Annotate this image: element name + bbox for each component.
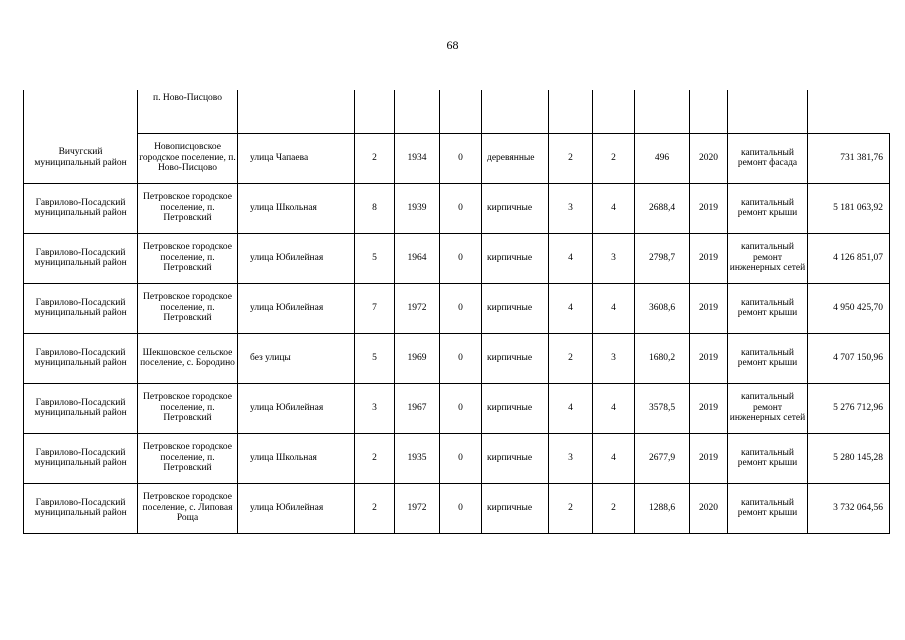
cell-work: капитальный ремонт инженерных сетей: [728, 383, 808, 433]
cell-floors: 4: [549, 383, 593, 433]
cell-zero: [440, 90, 482, 133]
cell-floors: 2: [549, 133, 593, 183]
table-row: [24, 283, 890, 333]
cell-year: 1969: [395, 333, 440, 383]
cell-plan-year: 2019: [690, 183, 728, 233]
cell-area: 3608,6: [635, 283, 690, 333]
cell-house: 5: [355, 233, 395, 283]
table-body: [24, 90, 890, 533]
table-row: [24, 433, 890, 483]
cell-cost: 3 732 064,56: [808, 483, 890, 533]
cell-street: [238, 90, 355, 133]
cell-cost: 4 126 851,07: [808, 233, 890, 283]
cell-area: 2688,4: [635, 183, 690, 233]
cell-area: 496: [635, 133, 690, 183]
cell-plan-year: 2020: [690, 133, 728, 183]
cell-cost: 4 950 425,70: [808, 283, 890, 333]
cell-year: 1935: [395, 433, 440, 483]
cell-settlement: Новописцовское городское поселение, п. Ново-Писцово: [138, 133, 238, 183]
cell-area: 1680,2: [635, 333, 690, 383]
cell-house: 8: [355, 183, 395, 233]
cell-street: улица Чапаева: [238, 133, 355, 183]
cell-area: 2677,9: [635, 433, 690, 483]
cell-house: 2: [355, 133, 395, 183]
cell-settlement: Петровское городское поселение, п. Петровский: [138, 283, 238, 333]
cell-house: 5: [355, 333, 395, 383]
cell-year: 1934: [395, 133, 440, 183]
cell-entrances: 3: [593, 333, 635, 383]
cell-work: капитальный ремонт крыши: [728, 183, 808, 233]
cell-year: 1972: [395, 283, 440, 333]
cell-year: [395, 90, 440, 133]
cell-house: 3: [355, 383, 395, 433]
cell-floors: 2: [549, 483, 593, 533]
cell-zero: 0: [440, 133, 482, 183]
cell-district: Гаврилово-Посадский муниципальный район: [24, 483, 138, 533]
cell-material: деревянные: [482, 133, 549, 183]
cell-floors: 3: [549, 183, 593, 233]
cell-floors: 2: [549, 333, 593, 383]
cell-plan-year: 2019: [690, 383, 728, 433]
cell-street: без улицы: [238, 333, 355, 383]
cell-floors: 4: [549, 283, 593, 333]
cell-house: 2: [355, 483, 395, 533]
cell-year: 1939: [395, 183, 440, 233]
cell-cost: 5 276 712,96: [808, 383, 890, 433]
cell-zero: 0: [440, 183, 482, 233]
cell-district: [24, 90, 138, 133]
cell-entrances: 4: [593, 283, 635, 333]
cell-cost: 731 381,76: [808, 133, 890, 183]
cell-work: капитальный ремонт крыши: [728, 333, 808, 383]
cell-entrances: 4: [593, 433, 635, 483]
cell-street: улица Юбилейная: [238, 233, 355, 283]
cell-zero: 0: [440, 383, 482, 433]
cell-year: 1964: [395, 233, 440, 283]
cell-material: кирпичные: [482, 333, 549, 383]
cell-district: Вичугский муниципальный район: [24, 133, 138, 183]
cell-material: кирпичные: [482, 383, 549, 433]
cell-plan-year: [690, 90, 728, 133]
cell-plan-year: 2019: [690, 433, 728, 483]
cell-settlement: Петровское городское поселение, п. Петровский: [138, 383, 238, 433]
cell-plan-year: 2019: [690, 283, 728, 333]
cell-material: кирпичные: [482, 283, 549, 333]
cell-entrances: [593, 90, 635, 133]
cell-zero: 0: [440, 433, 482, 483]
cell-entrances: 3: [593, 233, 635, 283]
table-row: [24, 333, 890, 383]
cell-street: улица Школьная: [238, 433, 355, 483]
cell-plan-year: 2019: [690, 233, 728, 283]
cell-material: кирпичные: [482, 433, 549, 483]
cell-material: [482, 90, 549, 133]
cell-zero: 0: [440, 333, 482, 383]
cell-street: улица Юбилейная: [238, 383, 355, 433]
cell-street: улица Юбилейная: [238, 483, 355, 533]
table-row: [24, 483, 890, 533]
cell-work: [728, 90, 808, 133]
cell-floors: [549, 90, 593, 133]
table-row: [24, 233, 890, 283]
cell-settlement: Петровское городское поселение, п. Петровский: [138, 233, 238, 283]
cell-cost: 4 707 150,96: [808, 333, 890, 383]
cell-material: кирпичные: [482, 183, 549, 233]
cell-street: улица Юбилейная: [238, 283, 355, 333]
cell-district: Гаврилово-Посадский муниципальный район: [24, 283, 138, 333]
cell-cost: [808, 90, 890, 133]
cell-district: Гаврилово-Посадский муниципальный район: [24, 183, 138, 233]
cell-district: Гаврилово-Посадский муниципальный район: [24, 233, 138, 283]
cell-settlement: Петровское городское поселение, с. Липовая Роща: [138, 483, 238, 533]
cell-district: Гаврилово-Посадский муниципальный район: [24, 433, 138, 483]
cell-work: капитальный ремонт инженерных сетей: [728, 233, 808, 283]
cell-area: 1288,6: [635, 483, 690, 533]
cell-zero: 0: [440, 233, 482, 283]
cell-material: кирпичные: [482, 483, 549, 533]
cell-entrances: 2: [593, 133, 635, 183]
cell-district: Гаврилово-Посадский муниципальный район: [24, 383, 138, 433]
cell-settlement: Петровское городское поселение, п. Петровский: [138, 183, 238, 233]
cell-year: 1972: [395, 483, 440, 533]
cell-material: кирпичные: [482, 233, 549, 283]
cell-entrances: 2: [593, 483, 635, 533]
cell-work: капитальный ремонт крыши: [728, 433, 808, 483]
cell-entrances: 4: [593, 183, 635, 233]
cell-work: капитальный ремонт крыши: [728, 283, 808, 333]
cell-area: [635, 90, 690, 133]
cell-zero: 0: [440, 483, 482, 533]
table-row: [24, 133, 890, 183]
cell-work: капитальный ремонт крыши: [728, 483, 808, 533]
cell-work: капитальный ремонт фасада: [728, 133, 808, 183]
cell-floors: 3: [549, 433, 593, 483]
cell-house: 2: [355, 433, 395, 483]
continuation-row: [24, 90, 890, 133]
cell-settlement: п. Ново-Писцово: [138, 90, 238, 133]
cell-area: 2798,7: [635, 233, 690, 283]
housing-repair-table: [23, 90, 890, 534]
table-row: [24, 183, 890, 233]
cell-settlement: Петровское городское поселение, п. Петровский: [138, 433, 238, 483]
cell-plan-year: 2019: [690, 333, 728, 383]
cell-area: 3578,5: [635, 383, 690, 433]
cell-zero: 0: [440, 283, 482, 333]
cell-settlement: Шекшовское сельское поселение, с. Бородино: [138, 333, 238, 383]
cell-house: 7: [355, 283, 395, 333]
cell-cost: 5 280 145,28: [808, 433, 890, 483]
cell-floors: 4: [549, 233, 593, 283]
cell-plan-year: 2020: [690, 483, 728, 533]
cell-cost: 5 181 063,92: [808, 183, 890, 233]
table-row: [24, 383, 890, 433]
cell-street: улица Школьная: [238, 183, 355, 233]
page-number: 68: [446, 38, 459, 52]
cell-district: Гаврилово-Посадский муниципальный район: [24, 333, 138, 383]
cell-house: [355, 90, 395, 133]
cell-entrances: 4: [593, 383, 635, 433]
cell-year: 1967: [395, 383, 440, 433]
